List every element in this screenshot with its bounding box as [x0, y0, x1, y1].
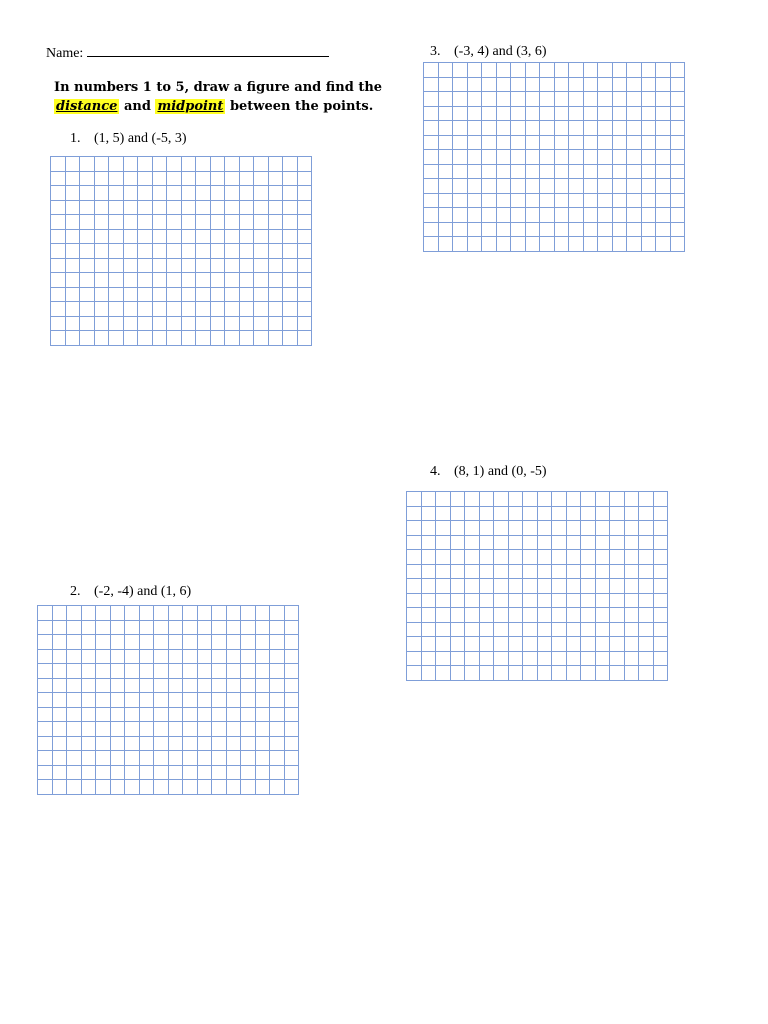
problem-1-text: (1, 5) and (-5, 3): [94, 131, 187, 146]
problem-2-label: [70, 584, 191, 600]
instructions-line2: [54, 97, 384, 116]
problem-1-label: [70, 131, 187, 147]
highlight-distance: distance: [56, 99, 118, 114]
graph-paper-3[interactable]: [423, 62, 685, 262]
instructions-line2-tail: between the points.: [229, 99, 374, 114]
name-field: [46, 44, 329, 62]
problem-4-number: 4.: [430, 464, 441, 479]
problem-1-number: 1.: [70, 131, 81, 146]
instructions-and: and: [123, 99, 151, 114]
graph-paper-4[interactable]: [406, 491, 668, 691]
instructions: [54, 78, 384, 116]
instructions-line1: In numbers 1 to 5, draw a figure and find the: [54, 80, 383, 95]
highlight-midpoint: midpoint: [157, 99, 224, 114]
name-blank-line[interactable]: [87, 44, 329, 57]
problem-2-text: (-2, -4) and (1, 6): [94, 584, 192, 599]
problem-3-number: 3.: [430, 44, 441, 59]
graph-paper-2[interactable]: [37, 605, 299, 805]
graph-paper-1[interactable]: [50, 156, 312, 356]
problem-3-text: (-3, 4) and (3, 6): [454, 44, 547, 59]
problem-4-label: [430, 464, 547, 480]
name-label: Name:: [46, 46, 84, 61]
problem-4-text: (8, 1) and (0, -5): [454, 464, 547, 479]
problem-2-number: 2.: [70, 584, 81, 599]
problem-3-label: [430, 44, 547, 60]
